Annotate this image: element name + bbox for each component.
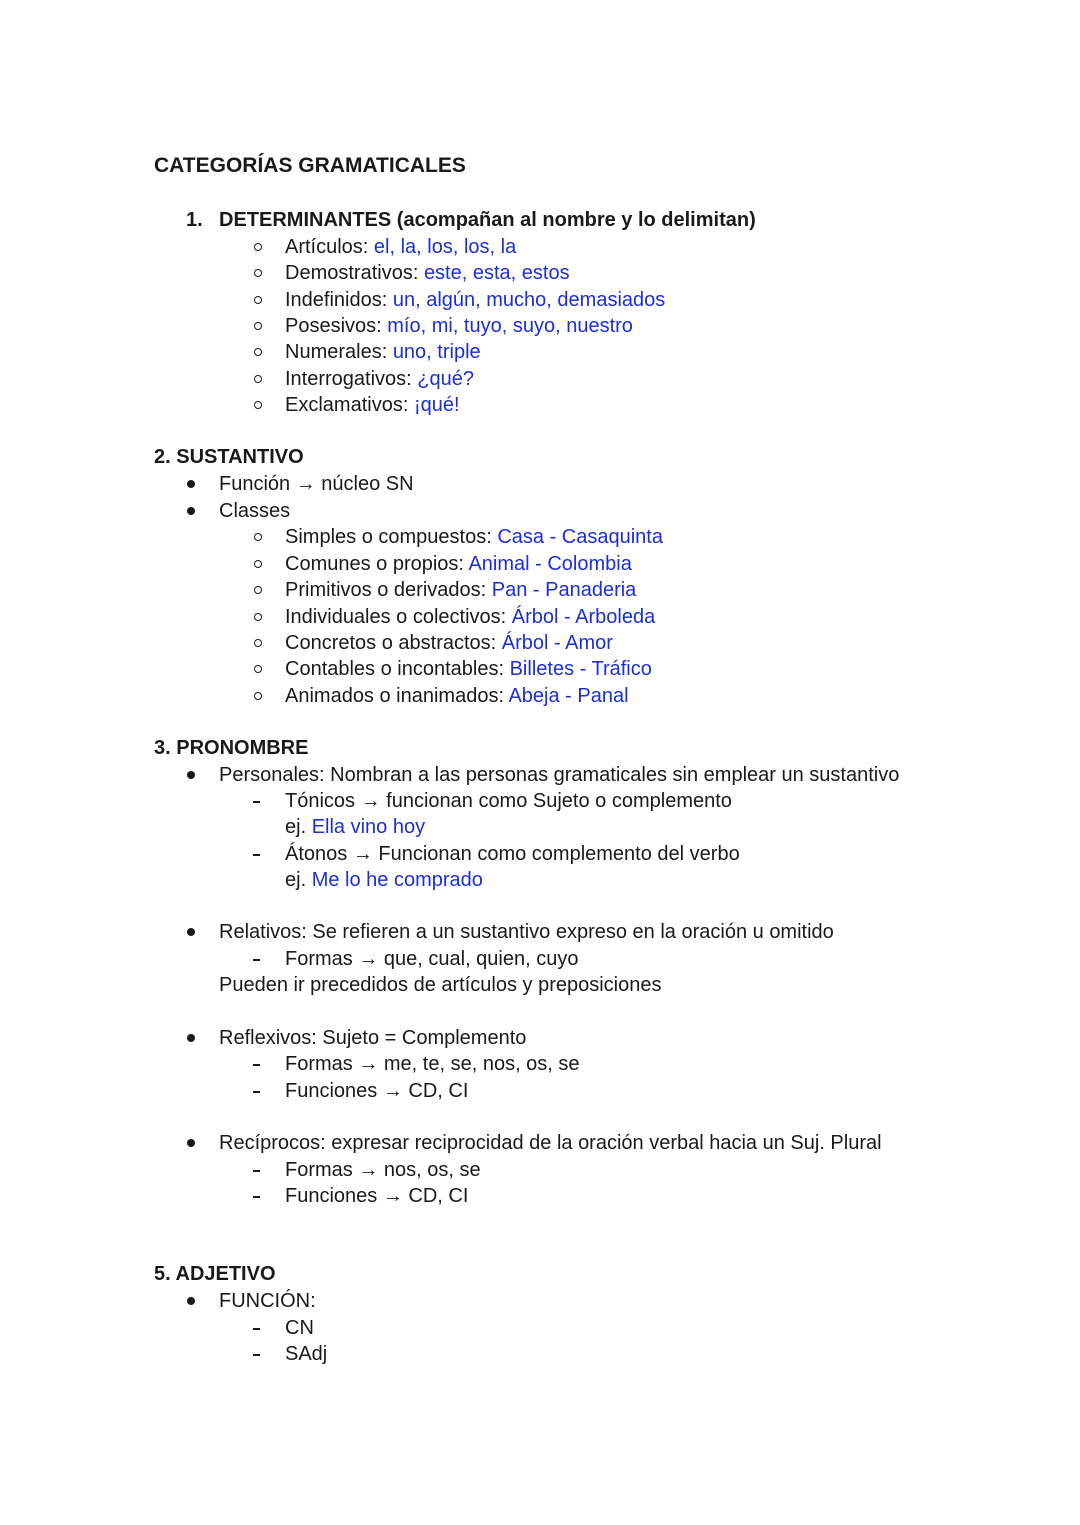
list-item: Indefinidos: un, algún, mucho, demasiados [285,289,666,311]
personales-text: Personales: Nombran a las personas gramaticales sin emplear un sustantivo [219,764,900,786]
circle-bullet-icon [254,560,262,568]
circle-bullet-icon [254,586,262,594]
circle-bullet-icon [254,269,262,277]
section-2-heading: 2. SUSTANTIVO [154,446,304,468]
dash-bullet-icon [253,959,260,961]
section-3-heading: 3. PRONOMBRE [154,737,309,759]
sustantivo-classes: Classes [219,500,291,522]
circle-bullet-icon [254,296,262,304]
dash-bullet-icon [253,1091,260,1093]
circle-bullet-icon [254,401,262,409]
adjetivo-funcion: FUNCIÓN: [219,1290,316,1312]
relativos-note: Pueden ir precedidos de artículos y preposiciones [219,974,662,996]
dash-bullet-icon [253,1196,260,1198]
dash-bullet-icon [253,801,260,803]
bullet-icon [187,1139,195,1147]
list-item: Exclamativos: ¡qué! [285,394,460,416]
reflexivos-text: Reflexivos: Sujeto = Complemento [219,1027,527,1049]
circle-bullet-icon [254,243,262,251]
list-item: Numerales: uno, triple [285,341,481,363]
section-1-number: 1. [186,209,203,231]
reflexivos-formas: Formas → me, te, se, nos, os, se [285,1053,580,1075]
dash-bullet-icon [253,1064,260,1066]
list-item: Animados o inanimados: Abeja - Panal [285,685,629,707]
list-item: Primitivos o derivados: Pan - Panaderia [285,579,637,601]
adjetivo-funcion-item: CN [285,1317,314,1339]
list-item: Interrogativos: ¿qué? [285,368,475,390]
bullet-icon [187,507,195,515]
bullet-icon [187,1297,195,1305]
dash-bullet-icon [253,1170,260,1172]
atonos-example: ej. Me lo he comprado [285,869,483,891]
circle-bullet-icon [254,322,262,330]
reflexivos-funciones: Funciones → CD, CI [285,1080,469,1102]
bullet-icon [187,480,195,488]
section-1-heading: DETERMINANTES (acompañan al nombre y lo delimitan) [219,209,756,231]
circle-bullet-icon [254,692,262,700]
reciprocos-formas: Formas → nos, os, se [285,1159,481,1181]
list-item: Individuales o colectivos: Árbol - Arboleda [285,606,656,628]
dash-bullet-icon [253,1328,260,1330]
sustantivo-funcion: Función → núcleo SN [219,473,414,495]
dash-bullet-icon [253,854,260,856]
circle-bullet-icon [254,533,262,541]
bullet-icon [187,1034,195,1042]
section-5-heading: 5. ADJETIVO [154,1263,276,1285]
atonos-text: Átonos → Funcionan como complemento del verbo [285,843,740,865]
document-title: CATEGORÍAS GRAMATICALES [154,154,466,177]
list-item: Artículos: el, la, los, los, la [285,236,517,258]
list-item: Simples o compuestos: Casa - Casaquinta [285,526,663,548]
bullet-icon [187,771,195,779]
list-item: Contables o incontables: Billetes - Tráfico [285,658,652,680]
circle-bullet-icon [254,375,262,383]
list-item: Concretos o abstractos: Árbol - Amor [285,632,613,654]
reciprocos-text: Recíprocos: expresar reciprocidad de la oración verbal hacia un Suj. Plural [219,1132,882,1154]
circle-bullet-icon [254,348,262,356]
dash-bullet-icon [253,1354,260,1356]
circle-bullet-icon [254,613,262,621]
adjetivo-funcion-item: SAdj [285,1343,328,1365]
list-item: Comunes o propios: Animal - Colombia [285,553,632,575]
reciprocos-funciones: Funciones → CD, CI [285,1185,469,1207]
circle-bullet-icon [254,639,262,647]
tonicos-text: Tónicos → funcionan como Sujeto o complemento [285,790,732,812]
relativos-text: Relativos: Se refieren a un sustantivo expreso en la oración u omitido [219,921,834,943]
list-item: Posesivos: mío, mi, tuyo, suyo, nuestro [285,315,633,337]
list-item: Demostrativos: este, esta, estos [285,262,570,284]
bullet-icon [187,928,195,936]
relativos-formas: Formas → que, cual, quien, cuyo [285,948,579,970]
tonicos-example: ej. Ella vino hoy [285,816,426,838]
circle-bullet-icon [254,665,262,673]
